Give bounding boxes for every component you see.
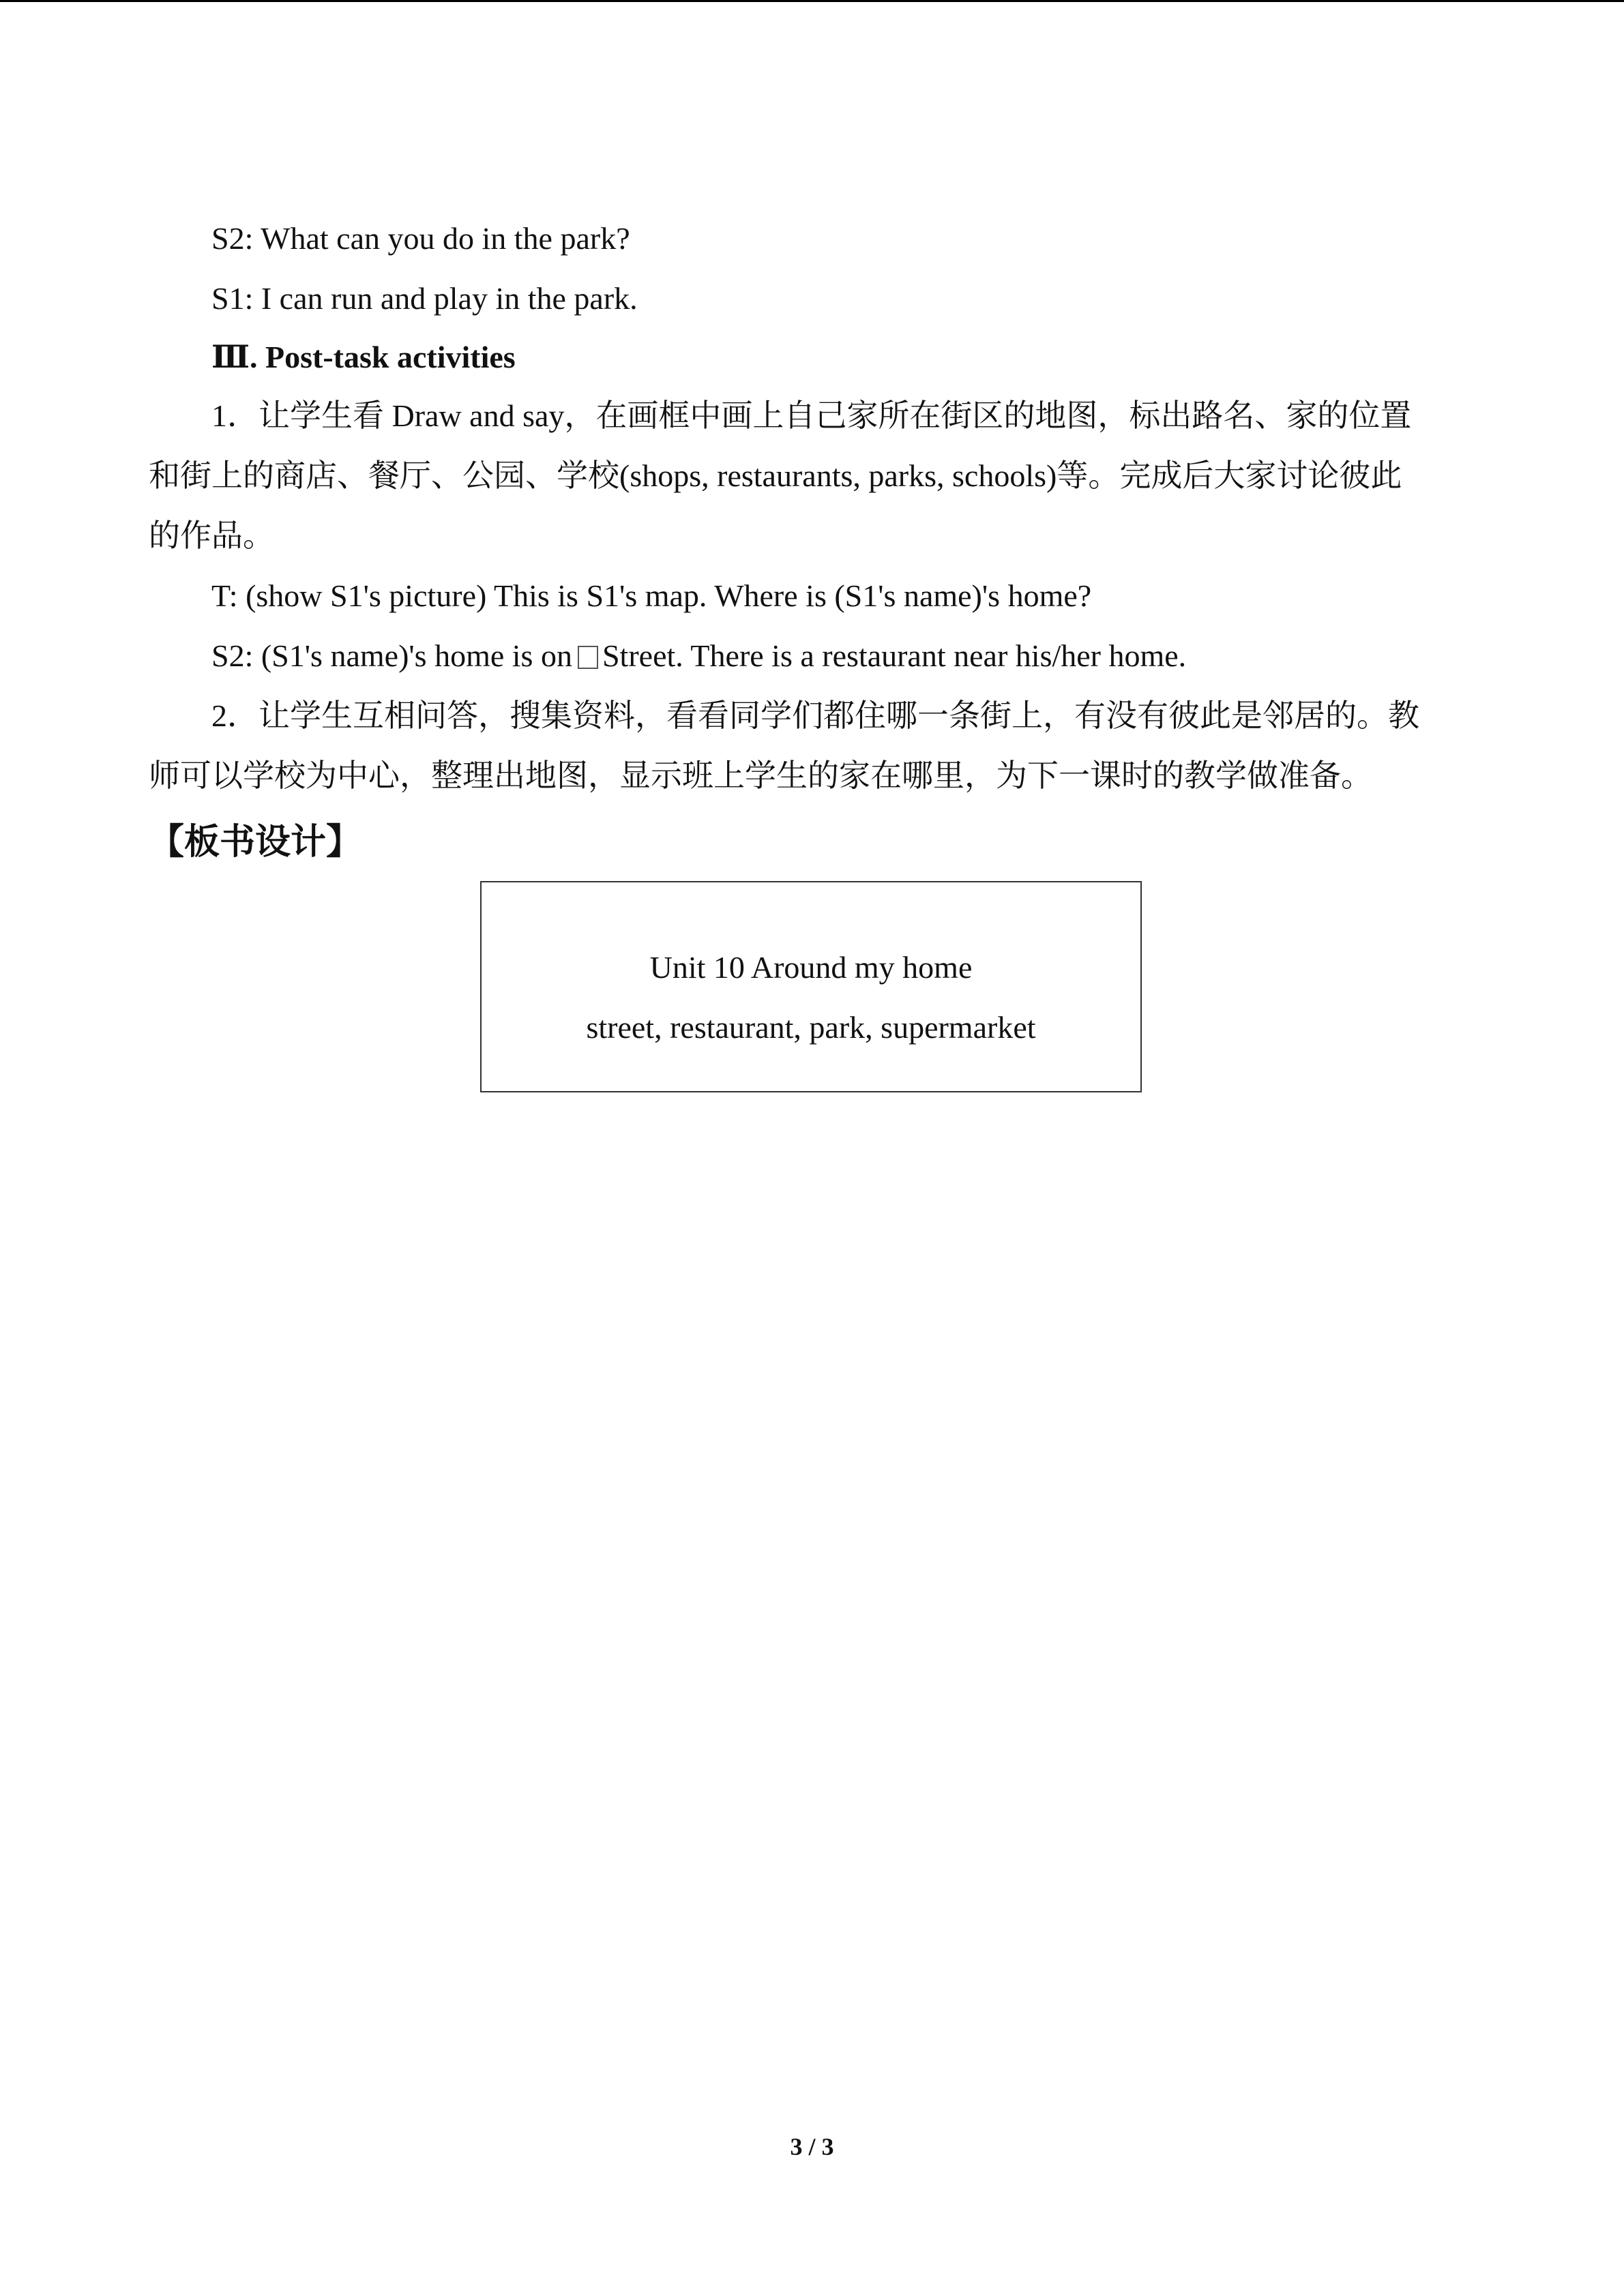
student-answer (211, 636, 1186, 676)
activity-1-line-3: 的作品。 (149, 518, 274, 553)
dialogue-line-1: S2: What can you do in the park? (211, 221, 630, 256)
board-words: street, restaurant, park, supermarket (586, 1010, 1036, 1045)
page-number: 3 / 3 (790, 2133, 834, 2160)
student-answer-start: S2: (S1's name)'s home is on (211, 638, 572, 673)
activity-1-line-1: 1．让学生看 Draw and say，在画框中画上自己家所在街区的地图，标出路名、家的位置 (211, 398, 1412, 433)
dialogue-line-2: S1: I can run and play in the park. (211, 281, 638, 316)
board-design-box (480, 881, 1142, 1092)
blank-box-icon (578, 646, 598, 669)
activity-2-line-2: 师可以学校为中心，整理出地图，显示班上学生的家在哪里，为下一课时的教学做准备。 (149, 758, 1372, 793)
board-design-heading: 【板书设计】 (149, 822, 362, 863)
activity-1-line-2: 和街上的商店、餐厅、公园、学校(shops, restaurants, parks, schools)等。完成后大家讨论彼此 (149, 458, 1402, 493)
section-title: Ⅲ. Post-task activities (211, 340, 516, 374)
student-answer-end: Street. There is a restaurant near his/her home. (602, 638, 1187, 673)
activity-2-line-1: 2．让学生互相问答，搜集资料，看看同学们都住哪一条街上，有没有彼此是邻居的。教 (211, 698, 1419, 733)
teacher-question: T: (show S1's picture) This is S1's map. Where is (S1's name)'s home? (211, 578, 1092, 613)
board-title: Unit 10 Around my home (649, 950, 973, 985)
